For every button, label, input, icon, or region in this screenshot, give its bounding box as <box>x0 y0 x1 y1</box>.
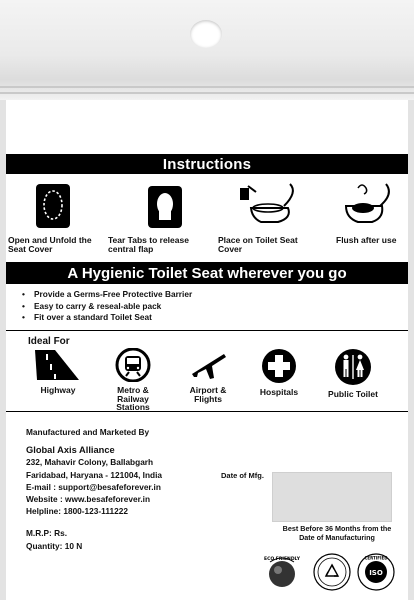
step-flush <box>318 178 414 245</box>
highway-icon <box>33 348 83 382</box>
feature-item: • Easy to carry & reseal-able pack <box>22 301 192 313</box>
tear-tabs-icon <box>108 178 208 230</box>
step-label: Open and Unfold the Seat Cover <box>8 235 92 254</box>
instructions-heading: Instructions <box>6 154 408 174</box>
website-line: Website : www.besafeforever.in <box>26 494 151 505</box>
feature-item: • Provide a Germs-Free Protective Barrier <box>22 289 192 301</box>
tagline-banner: A Hygienic Toilet Seat wherever you go <box>6 262 408 284</box>
ideal-for-title: Ideal For <box>28 336 70 347</box>
badge-text: CERTIFIED <box>364 555 388 561</box>
eco-friendly-badge-icon <box>262 552 302 592</box>
use-highway <box>30 348 86 395</box>
metro-train-icon <box>115 348 151 382</box>
address-line: 232, Mahavir Colony, Ballabgarh <box>26 457 154 468</box>
manufacturer-heading: Manufactured and Marketed By <box>26 427 150 437</box>
feature-list <box>22 289 192 324</box>
use-label: Hospitals <box>259 387 299 397</box>
step-label: Flush after use <box>336 235 397 245</box>
use-label: Highway <box>40 385 76 395</box>
company-name: Global Axis Alliance <box>26 445 115 456</box>
instruction-steps <box>8 178 406 258</box>
recycle-badge-icon <box>312 552 352 592</box>
email-line: E-mail : support@besafeforever.in <box>26 481 161 492</box>
best-before-note: Best Before 36 Months from the Date of Manufacturing <box>282 524 392 542</box>
badge-text: ECO FRIENDLY <box>264 557 300 562</box>
badge-text: ISO <box>369 569 383 577</box>
unfolded-seat-cover-icon <box>8 178 108 230</box>
hang-hole <box>190 20 222 48</box>
zip-line <box>0 86 414 88</box>
bag-edge-right <box>408 100 414 600</box>
step-place-on-seat <box>218 178 318 254</box>
quantity-line: Quantity: 10 N <box>26 540 83 551</box>
mrp-line: M.R.P: Rs. <box>26 528 68 539</box>
place-on-seat-icon <box>218 178 318 230</box>
public-toilet-icon <box>333 348 373 386</box>
date-of-mfg-label: Date of Mfg. <box>221 471 264 480</box>
feature-item: • Fit over a standard Toilet Seat <box>22 312 192 324</box>
use-metro <box>106 348 160 412</box>
use-label: Metro & Railway Stations <box>116 385 150 412</box>
helpline-line: Helpline: 1800-123-111222 <box>26 506 128 517</box>
step-label: Place on Toilet Seat Cover <box>218 235 298 254</box>
flush-toilet-icon <box>318 178 414 230</box>
hospital-cross-icon <box>261 348 297 384</box>
use-hospital <box>254 348 304 397</box>
company-info <box>26 426 162 552</box>
airplane-icon <box>188 348 228 382</box>
use-label: Airport & Flights <box>189 385 227 404</box>
step-unfold <box>8 178 108 254</box>
bag-top-zip <box>0 0 414 100</box>
address-line: Faridabad, Haryana - 121004, India <box>26 469 163 480</box>
use-airport <box>183 348 233 403</box>
zip-line <box>0 92 414 94</box>
date-of-mfg-box <box>272 472 392 522</box>
use-public-toilet <box>323 348 383 399</box>
use-label: Public Toilet <box>328 389 378 399</box>
step-label: Tear Tabs to release central flap <box>108 235 189 254</box>
step-tear-tabs <box>108 178 208 254</box>
iso-certified-badge-icon <box>356 552 396 592</box>
